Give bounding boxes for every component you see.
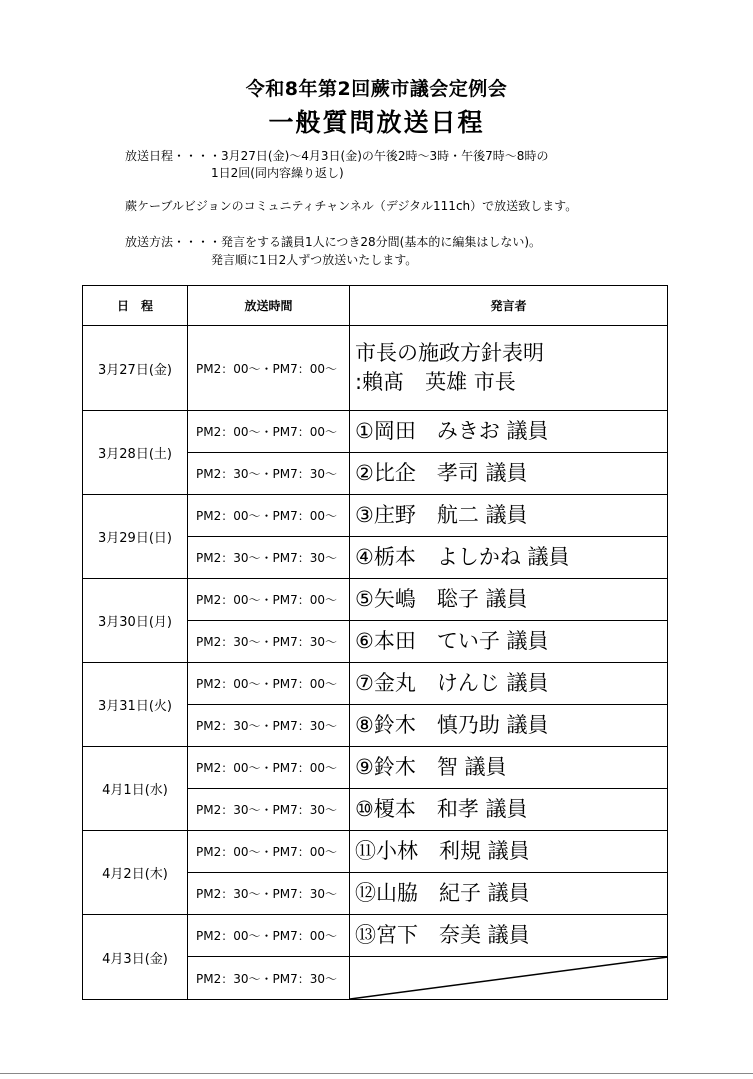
speaker-name: ④栃本 よしかね 議員	[355, 545, 570, 569]
table-row	[83, 747, 668, 789]
time-cell: PM2：00～・PM7：00～	[188, 579, 350, 621]
speaker-name: ⑩榎本 和孝 議員	[355, 797, 528, 821]
table-row	[83, 915, 668, 957]
speaker-name: ⑨鈴木 智 議員	[355, 755, 507, 779]
table-row	[83, 411, 668, 453]
info-channel: 蕨ケーブルビジョンのコミュニティチャンネル（デジタル111ch）で放送致します。	[125, 199, 578, 213]
table-row	[83, 326, 668, 411]
info-schedule-cont: 1日2回(同内容繰り返し)	[211, 166, 344, 180]
time-cell: PM2：30～・PM7：30～	[188, 537, 350, 579]
speaker-name: ⑪小林 利規 議員	[355, 839, 530, 863]
time-cell: PM2：00～・PM7：00～	[188, 326, 350, 411]
date-cell: 3月27日(金)	[83, 326, 188, 411]
table-row	[83, 579, 668, 621]
speaker-cell	[350, 411, 668, 453]
speaker-cell	[350, 873, 668, 915]
speaker-name: ②比企 孝司 議員	[355, 461, 528, 485]
time-cell: PM2：30～・PM7：30～	[188, 873, 350, 915]
time-cell: PM2：00～・PM7：00～	[188, 831, 350, 873]
speaker-cell	[350, 663, 668, 705]
speaker-name: ⑫山脇 紀子 議員	[355, 881, 530, 905]
speaker-name: ⑬宮下 奈美 議員	[355, 923, 530, 947]
date-cell: 4月1日(水)	[83, 747, 188, 831]
speaker-cell	[350, 747, 668, 789]
time-cell: PM2：00～・PM7：00～	[188, 915, 350, 957]
title-session: 令和8年第2回蕨市議会定例会	[245, 78, 508, 100]
time-cell: PM2：00～・PM7：00～	[188, 495, 350, 537]
header-date: 日 程	[83, 286, 188, 326]
date-cell: 3月30日(月)	[83, 579, 188, 663]
time-cell: PM2：00～・PM7：00～	[188, 663, 350, 705]
speaker-cell	[350, 326, 668, 411]
speaker-cell	[350, 495, 668, 537]
speaker-name: ⑧鈴木 慎乃助 議員	[355, 713, 549, 737]
speaker-cell	[350, 915, 668, 957]
speaker-cell	[350, 621, 668, 663]
speaker-name: ①岡田 みきお 議員	[355, 419, 549, 443]
time-cell: PM2：30～・PM7：30～	[188, 621, 350, 663]
empty-speaker-cell	[350, 957, 668, 1000]
date-cell: 3月29日(日)	[83, 495, 188, 579]
speaker-cell	[350, 537, 668, 579]
speaker-cell	[350, 705, 668, 747]
title-broadcast-schedule: 一般質問放送日程	[268, 108, 485, 137]
time-cell: PM2：30～・PM7：30～	[188, 957, 350, 1000]
info-schedule: 放送日程・・・・3月27日(金)～4月3日(金)の午後2時～3時・午後7時～8時の	[125, 149, 549, 163]
date-cell: 4月3日(金)	[83, 915, 188, 1000]
header-speaker: 発言者	[350, 286, 668, 326]
header-time: 放送時間	[188, 286, 350, 326]
speaker-cell	[350, 579, 668, 621]
speaker-name: ⑥本田 てい子 議員	[355, 629, 549, 653]
diagonal-strike-line	[350, 957, 668, 999]
speaker-cell	[350, 789, 668, 831]
speaker-cell	[350, 453, 668, 495]
time-cell: PM2：00～・PM7：00～	[188, 747, 350, 789]
table-header-row	[83, 286, 668, 326]
speaker-name: ③庄野 航二 議員	[355, 503, 528, 527]
page-bottom-rule	[0, 1073, 753, 1074]
time-cell: PM2：30～・PM7：30～	[188, 705, 350, 747]
speaker-cell	[350, 831, 668, 873]
table-row	[83, 663, 668, 705]
info-method: 放送方法・・・・発言をする議員1人につき28分間(基本的に編集はしない)。	[125, 235, 542, 249]
date-cell: 3月31日(火)	[83, 663, 188, 747]
table-row	[83, 831, 668, 873]
speaker-name: 市長の施政方針表明	[355, 341, 544, 365]
date-cell: 3月28日(土)	[83, 411, 188, 495]
speaker-name: ⑤矢嶋 聡子 議員	[355, 587, 528, 611]
time-cell: PM2：30～・PM7：30～	[188, 453, 350, 495]
time-cell: PM2：00～・PM7：00～	[188, 411, 350, 453]
info-method-cont: 発言順に1日2人ずつ放送いたします。	[211, 253, 418, 267]
schedule-table	[82, 285, 668, 1000]
speaker-name: :賴髙 英雄 市長	[355, 370, 516, 394]
date-cell: 4月2日(木)	[83, 831, 188, 915]
time-cell: PM2：30～・PM7：30～	[188, 789, 350, 831]
speaker-name: ⑦金丸 けんじ 議員	[355, 671, 549, 695]
table-row	[83, 495, 668, 537]
